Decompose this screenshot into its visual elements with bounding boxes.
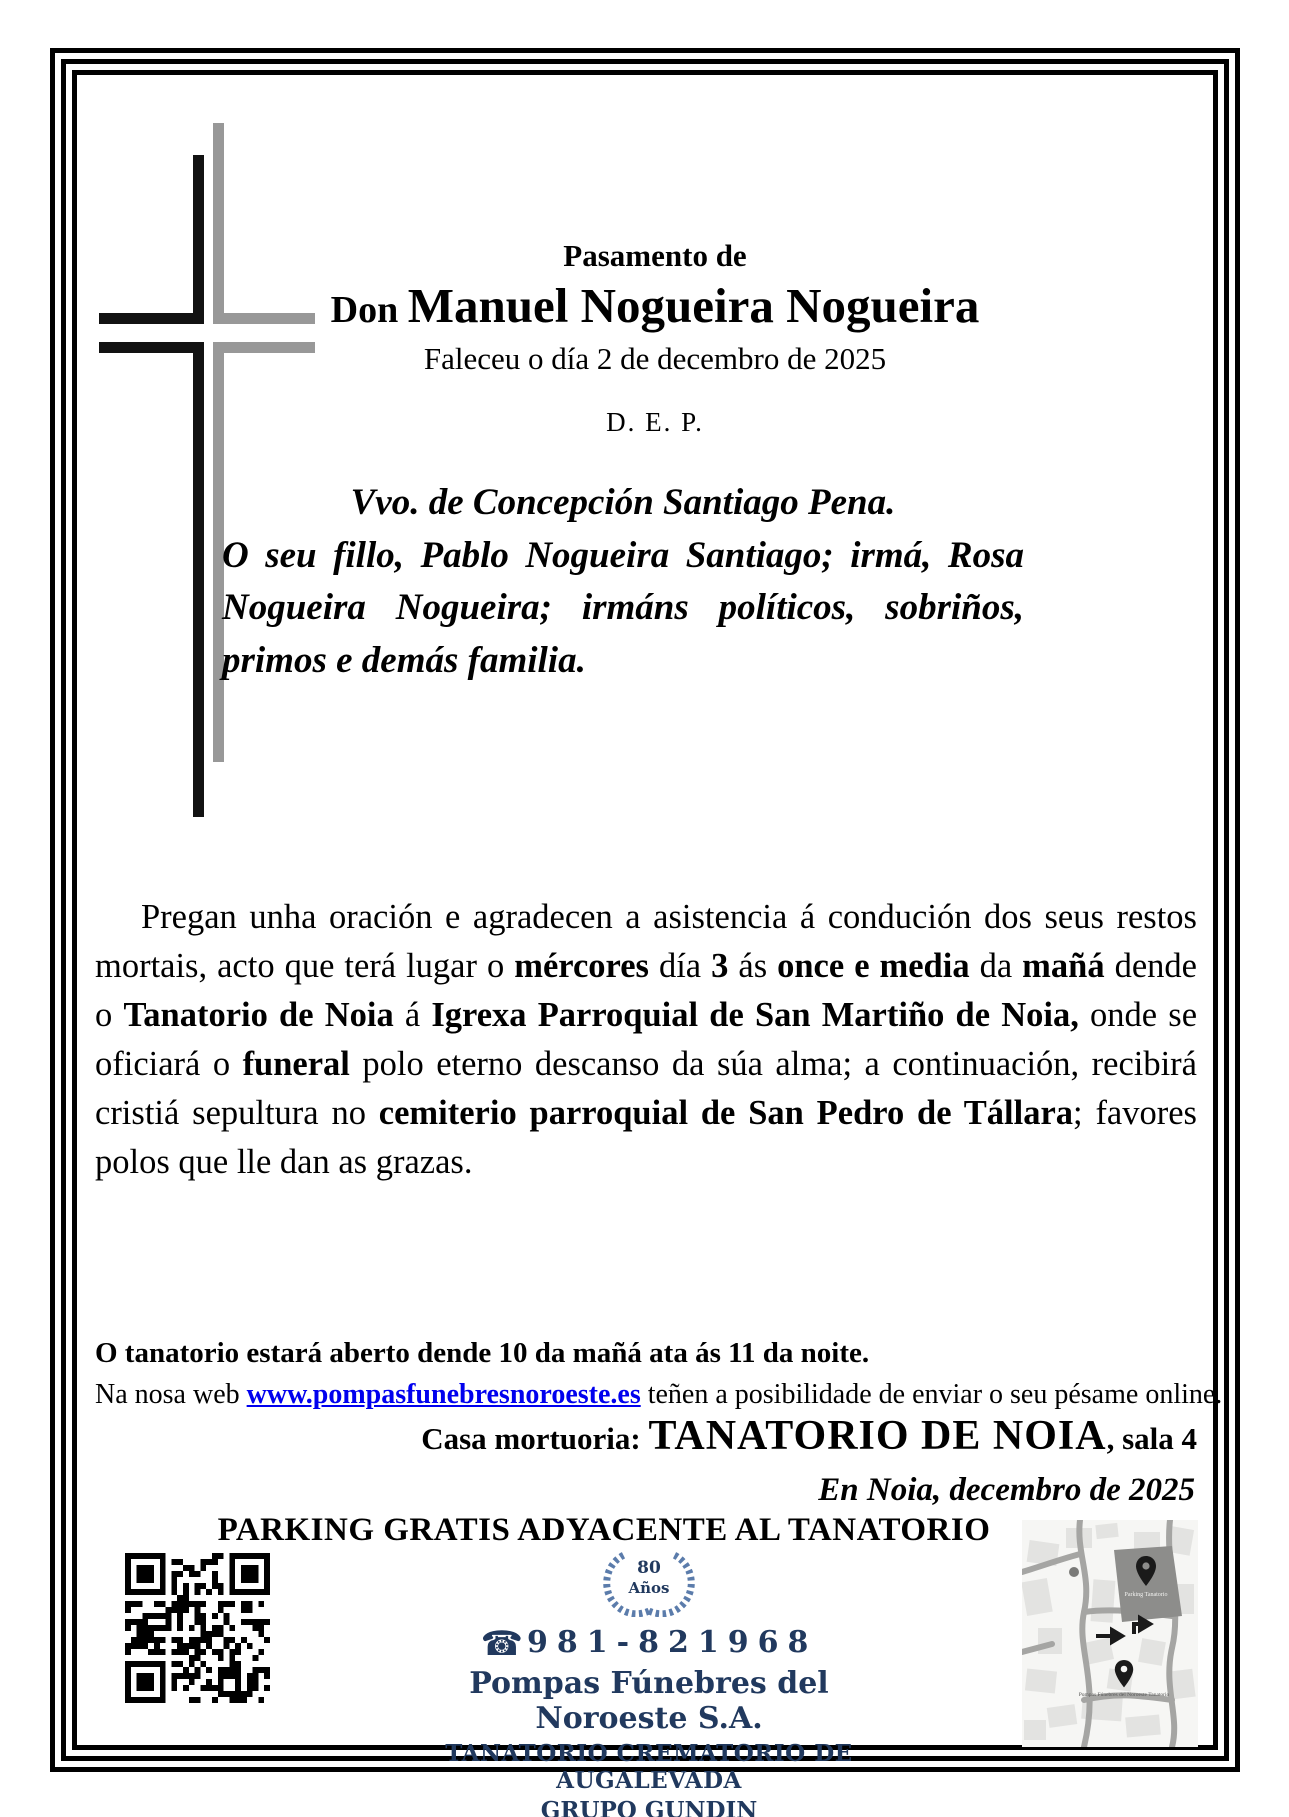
svg-text:80: 80 (637, 1558, 661, 1578)
anniversary-wreath-icon (603, 1543, 695, 1617)
tanatorio-label: Pompas Fúnebres del Noroeste Tanatorio (1078, 1692, 1170, 1698)
web-line-prefix: Na nosa web (95, 1379, 247, 1410)
funeral-home-footer (424, 1543, 874, 1817)
cross-icon (95, 120, 325, 820)
web-line-suffix: teñen a posibilidade de enviar o seu pésame online. (640, 1379, 1223, 1410)
dep-label: D. E. P. (606, 407, 704, 438)
relatives-line: O seu fillo, Pablo Nogueira Santiago; irmá, Rosa Nogueira Nogueira; irmáns políticos, sobriños, primos e demás familia. (222, 534, 1024, 681)
family-block (222, 477, 1024, 687)
phone-icon: ☎ (480, 1626, 524, 1663)
company-line2: TANATORIO CREMATORIO DE AUGALEVADA (445, 1740, 853, 1794)
parking-label: Parking Tanatorio (1124, 1592, 1168, 1598)
location-map (1022, 1520, 1198, 1747)
svg-text:Años: Años (628, 1579, 670, 1597)
phone-line (424, 1624, 874, 1664)
full-name: Manuel Nogueira Nogueira (407, 278, 980, 333)
tanatorio-hours: O tanatorio estará aberto dende 10 da mañá ata ás 11 da noite. (95, 1337, 870, 1369)
place-date-line: En Noia, decembro de 2025 (818, 1472, 1195, 1508)
deceased-name (100, 280, 1210, 331)
company-name: Pompas Fúnebres del Noroeste S.A. (469, 1666, 829, 1736)
casa-room: , sala 4 (1106, 1421, 1197, 1456)
company-line3: GRUPO GUNDIN (540, 1797, 758, 1817)
condolence-link[interactable]: www.pompasfunebresnoroeste.es (246, 1379, 641, 1410)
casa-label: Casa mortuoria: (421, 1421, 649, 1456)
widower-line: Vvo. de Concepción Santiago Pena. (350, 482, 896, 523)
funeral-paragraph: Pregan unha oración e agradecen a asistencia á condución dos seus restos mortais, acto que terá lugar o mércores día 3 ás once e media da mañá dende o Tanatorio de Noia á Igrexa Parroquial de San Martiño de Noia, onde se oficiará o funeral polo eterno descanso da súa alma; a continuación, recibirá cristiá sepultura no cemiterio parroquial de San Pedro de Tállara; favores polos que lle dan as grazas. (95, 898, 1198, 1181)
phone-number: 981-821968 (527, 1625, 818, 1660)
casa-place: TANATORIO DE NOIA (648, 1413, 1107, 1459)
qr-code (125, 1553, 270, 1703)
honorific: Don (330, 289, 408, 331)
header (100, 238, 1210, 438)
pasamento-label: Pasamento de (563, 238, 747, 273)
death-date: Faleceu o día 2 de decembro de 2025 (423, 341, 887, 377)
parking-notice: PARKING GRATIS ADYACENTE AL TANATORIO (217, 1512, 991, 1548)
web-condolence-line (95, 1379, 1245, 1411)
casa-mortuoria-line (95, 1412, 1197, 1460)
